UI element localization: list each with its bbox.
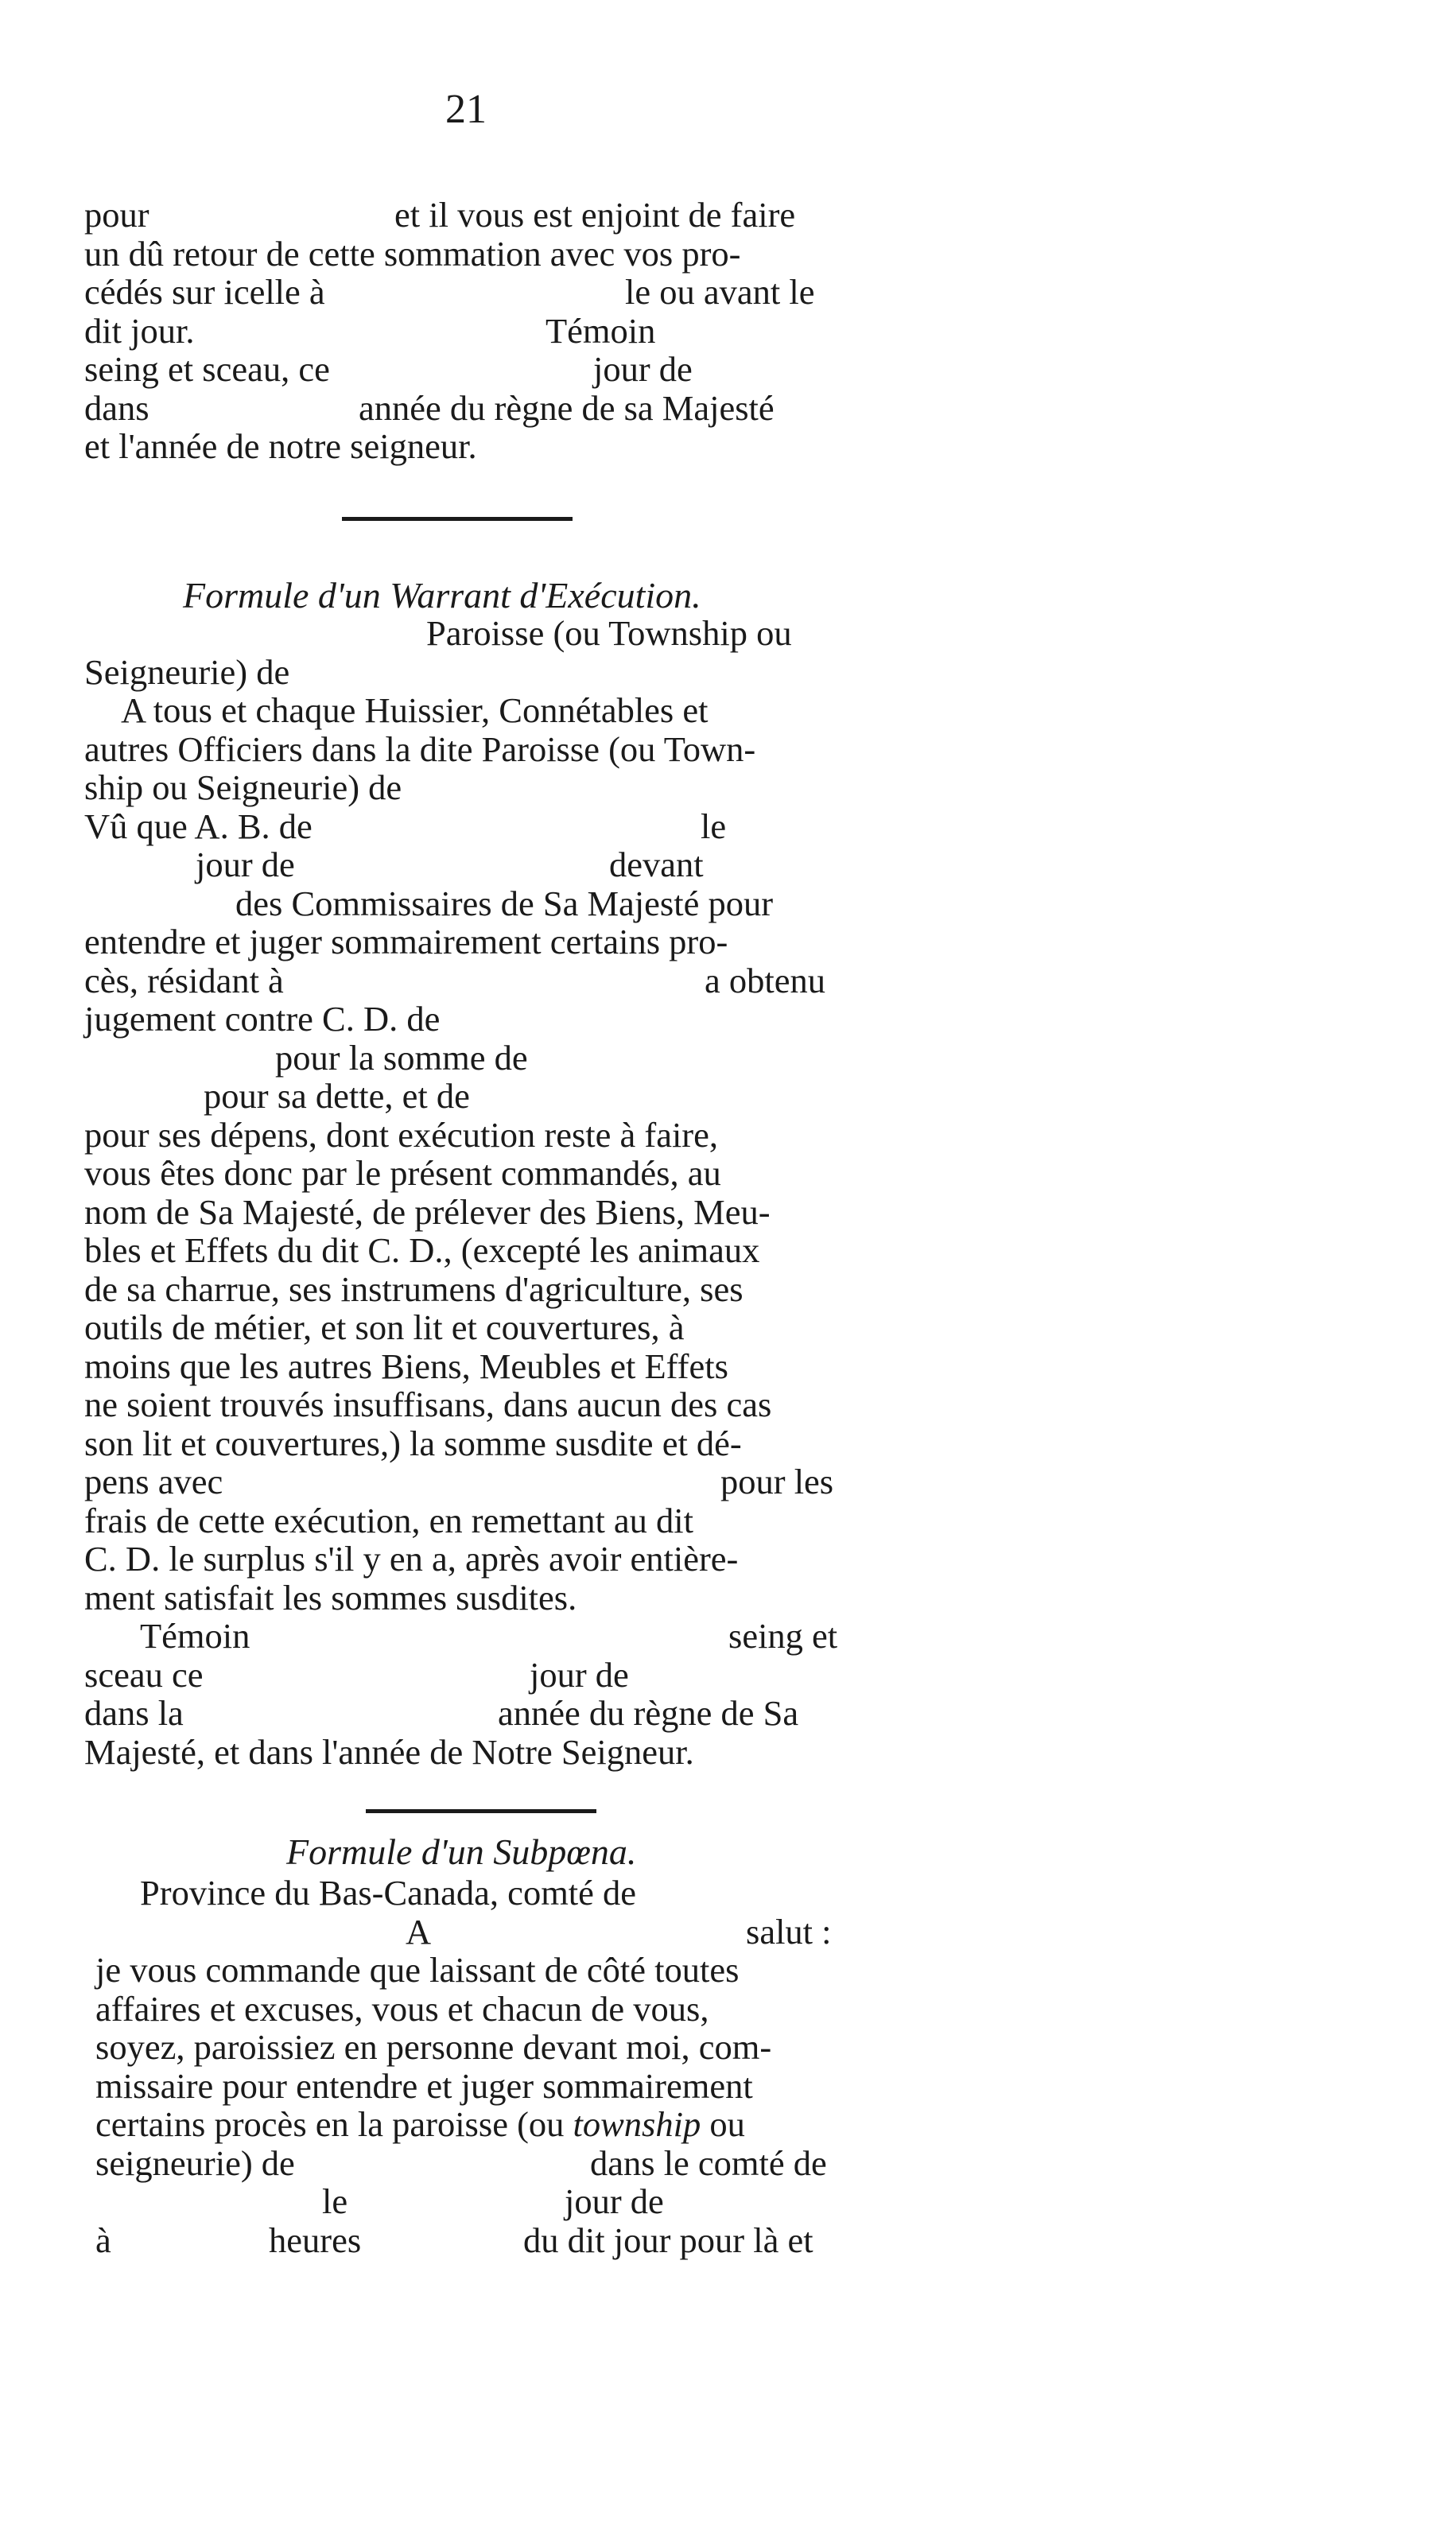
text-line — [84, 807, 844, 846]
text-fragment: Province du Bas-Canada, comté de — [140, 1873, 637, 1913]
text-fragment: soyez, paroissiez en personne devant moi, com- — [95, 2027, 772, 2067]
text-fragment: moins que les autres Biens, Meubles et Effets — [84, 1346, 728, 1386]
text-line — [84, 1501, 844, 1540]
text-fragment: son lit et couvertures,) la somme susdite et dé- — [84, 1423, 742, 1463]
text-line — [95, 2144, 862, 2183]
text-fragment: des Commissaires de Sa Majesté pour — [235, 883, 774, 923]
text-line — [84, 1039, 844, 1078]
text-fragment: ment satisfait les sommes susdites. — [84, 1577, 577, 1618]
text-fragment: a obtenu — [705, 960, 825, 1000]
text-line — [84, 1694, 844, 1733]
text-line — [84, 1540, 844, 1579]
text-line — [95, 2221, 862, 2260]
text-line — [84, 1077, 844, 1116]
text-line — [84, 1656, 844, 1695]
text-fragment: à — [95, 2220, 111, 2260]
text-line — [84, 427, 835, 466]
text-fragment: cédés sur icelle à — [84, 272, 325, 312]
section-divider — [366, 1809, 596, 1813]
text-line — [95, 1990, 862, 2029]
text-fragment: devant — [609, 845, 704, 884]
text-fragment: dans la — [84, 1693, 184, 1733]
text-line — [84, 961, 844, 1000]
text-line — [84, 1347, 844, 1386]
text-fragment: le — [701, 806, 727, 846]
text-fragment: Paroisse (ou Township ou — [426, 613, 792, 653]
text-line — [84, 653, 844, 692]
text-line — [84, 1617, 844, 1656]
text-line — [84, 350, 835, 389]
text-fragment: dans le comté de — [590, 2142, 827, 2183]
text-line — [84, 1579, 844, 1618]
text-line — [84, 273, 835, 312]
text-fragment: et il vous est enjoint de faire — [394, 195, 796, 235]
text-fragment: nom de Sa Majesté, de prélever des Biens, Meu- — [84, 1191, 771, 1232]
text-line — [84, 691, 844, 730]
text-fragment: je vous commande que laissant de côté toutes — [95, 1950, 740, 1990]
text-line — [84, 312, 835, 351]
text-fragment — [95, 2105, 745, 2144]
text-fragment: jour de — [196, 845, 295, 884]
text-fragment: ne soient trouvés insuffisans, dans aucun des cas — [84, 1385, 772, 1424]
text-fragment: et l'année de notre seigneur. — [84, 426, 477, 466]
text-fragment: Majesté, et dans l'année de Notre Seigneur. — [84, 1731, 694, 1772]
text-line — [95, 1913, 862, 1952]
text-line — [95, 2067, 862, 2106]
text-line — [84, 235, 835, 274]
text-fragment: autres Officiers dans la dite Paroisse (ou Town- — [84, 728, 756, 769]
text-fragment: jour de — [565, 2181, 664, 2221]
text-fragment: affaires et excuses, vous et chacun de vous, — [95, 1988, 709, 2029]
text-line — [84, 884, 844, 923]
text-fragment: année du règne de Sa — [498, 1693, 799, 1733]
section-subpoena — [95, 1874, 862, 2259]
text-line — [84, 1116, 844, 1155]
text-fragment: bles et Effets du dit C. D., (excepté les animaux — [84, 1230, 760, 1270]
text-line — [84, 1193, 844, 1232]
text-fragment: pour sa dette, et de — [204, 1076, 470, 1116]
text-fragment: un dû retour de cette sommation avec vos pro- — [84, 233, 741, 274]
text-fragment: salut : — [746, 1911, 832, 1952]
text-line — [84, 730, 844, 769]
section-warrant — [84, 614, 844, 1771]
text-line — [84, 1385, 844, 1424]
text-fragment: pens avec — [84, 1462, 223, 1501]
text-fragment: seing et — [728, 1616, 838, 1656]
text-line — [84, 1733, 844, 1772]
text-fragment: Témoin — [140, 1616, 250, 1656]
text-fragment: pour — [84, 195, 149, 235]
text-fragment: A — [406, 1911, 432, 1952]
text-fragment: Vû que A. B. de — [84, 806, 313, 846]
text-line — [84, 614, 844, 653]
text-fragment: le — [322, 2181, 348, 2221]
text-fragment: frais de cette exécution, en remettant au dit — [84, 1500, 694, 1540]
text-line — [95, 2028, 862, 2067]
text-emphasis: township — [573, 2104, 701, 2144]
text-fragment: année du règne de sa Majesté — [359, 387, 775, 428]
text-fragment: Témoin — [546, 310, 656, 351]
text-fragment: A tous et chaque Huissier, Connétables et — [121, 690, 709, 730]
text-line — [84, 845, 844, 884]
text-fragment: certains procès en la paroisse (ou — [95, 2104, 573, 2144]
text-fragment: pour ses dépens, dont exécution reste à faire, — [84, 1114, 719, 1155]
text-fragment: de sa charrue, ses instrumens d'agriculture, ses — [84, 1268, 744, 1309]
text-line — [95, 2182, 862, 2221]
text-fragment: vous êtes donc par le présent commandés, au — [84, 1153, 721, 1193]
text-fragment: outils de métier, et son lit et couvertures, à — [84, 1307, 685, 1347]
text-line — [84, 1308, 844, 1347]
text-fragment: heures — [269, 2220, 362, 2260]
text-fragment: dans — [84, 387, 149, 428]
text-fragment: ship ou Seigneurie) de — [84, 767, 402, 807]
text-fragment: Seigneurie) de — [84, 651, 290, 692]
text-fragment: jour de — [593, 349, 693, 389]
section-heading-warrant: Formule d'un Warrant d'Exécution. — [183, 575, 701, 616]
text-fragment: ou — [701, 2104, 745, 2144]
text-line — [95, 2105, 862, 2144]
text-fragment: pour la somme de — [275, 1037, 528, 1078]
text-fragment: le ou avant le — [625, 272, 815, 312]
text-fragment: sceau ce — [84, 1654, 204, 1695]
text-line — [84, 768, 844, 807]
text-line — [84, 1270, 844, 1309]
text-line — [84, 1154, 844, 1193]
text-line — [84, 389, 835, 428]
text-fragment: seigneurie) de — [95, 2142, 295, 2183]
text-line — [84, 922, 844, 961]
text-line — [84, 196, 835, 235]
section-summons-end — [84, 196, 835, 466]
text-fragment: seing et sceau, ce — [84, 349, 330, 389]
text-fragment: entendre et juger sommairement certains pro- — [84, 922, 728, 961]
section-heading-subpoena: Formule d'un Subpœna. — [286, 1831, 637, 1872]
text-fragment: dit jour. — [84, 310, 195, 351]
text-fragment: pour les — [720, 1462, 834, 1501]
text-fragment: missaire pour entendre et juger sommairement — [95, 2065, 753, 2106]
text-fragment: cès, résidant à — [84, 960, 284, 1000]
page-number: 21 — [445, 87, 487, 132]
text-fragment: jour de — [530, 1654, 629, 1695]
text-line — [84, 1231, 844, 1270]
text-line — [84, 1424, 844, 1463]
text-line — [84, 1000, 844, 1039]
text-fragment: jugement contre C. D. de — [84, 999, 441, 1039]
text-line — [95, 1951, 862, 1990]
text-line — [95, 1874, 862, 1913]
section-divider — [342, 517, 573, 521]
text-fragment: C. D. le surplus s'il y en a, après avoir entière- — [84, 1539, 739, 1579]
text-line — [84, 1462, 844, 1501]
text-fragment: du dit jour pour là et — [523, 2220, 813, 2260]
